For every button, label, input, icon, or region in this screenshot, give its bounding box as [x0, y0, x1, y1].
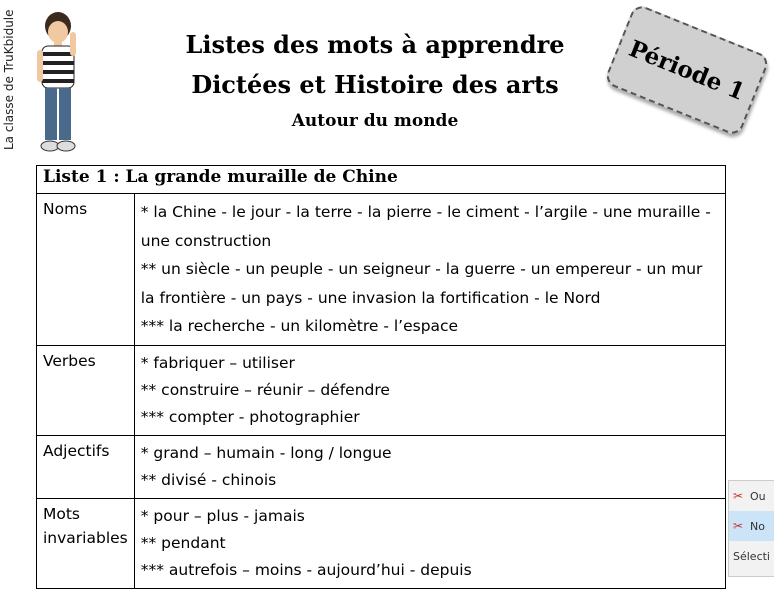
word-line: * pour – plus - jamais — [140, 506, 305, 525]
table-row — [37, 194, 726, 346]
category-label: invariables — [43, 528, 128, 547]
word-line: ** construire – réunir – défendre — [140, 380, 390, 399]
table-row — [37, 435, 726, 498]
avatar-illustration — [28, 10, 88, 155]
word-line: *** compter - photographier — [140, 407, 360, 426]
page-subtitle: Autour du monde — [291, 111, 459, 131]
page-title-line2: Dictées et Histoire des arts — [191, 70, 559, 99]
side-label: La classe de TruKbidule — [2, 9, 16, 150]
scissors-icon: ✂ — [733, 519, 744, 533]
context-menu — [728, 480, 774, 577]
word-line: *** autrefois – moins - aujourd’hui - depuis — [140, 560, 472, 579]
category-cell — [37, 194, 135, 346]
word-line: ** un siècle - un peuple - un seigneur - la guerre - un empereur - un mur — [140, 260, 703, 278]
list-heading: Liste 1 : La grande muraille de Chine — [37, 166, 726, 194]
list-heading-row — [37, 166, 726, 194]
word-line: *** la recherche - un kilomètre - l’espace — [140, 317, 459, 335]
category-label: Adjectifs — [43, 441, 110, 460]
word-line: * grand – humain - long / longue — [140, 443, 392, 462]
category-cell — [37, 498, 135, 588]
word-line: une construction — [140, 231, 272, 250]
context-menu-item[interactable] — [729, 511, 774, 541]
word-list-table — [36, 165, 726, 589]
words-cell — [134, 194, 725, 346]
page-title: Listes des mots à apprendre — [185, 30, 565, 59]
table-row — [37, 345, 726, 435]
word-line: la frontière - un pays - une invasion la fortification - le Nord — [140, 288, 601, 307]
category-cell — [37, 435, 135, 498]
context-menu-item[interactable] — [729, 541, 774, 571]
category-label: Verbes — [43, 351, 96, 370]
table-row — [37, 498, 726, 588]
period-badge-label: Période 1 — [625, 34, 749, 106]
words-cell — [134, 345, 725, 435]
category-cell — [37, 345, 135, 435]
category-label: Mots — [43, 504, 81, 523]
context-menu-item[interactable] — [729, 481, 774, 511]
words-cell — [134, 435, 725, 498]
scissors-icon: ✂ — [733, 489, 744, 503]
period-badge — [603, 3, 771, 137]
word-line: * la Chine - le jour - la terre - la pierre - le ciment - l’argile - une muraille - — [140, 203, 711, 221]
context-menu-label: No — [750, 519, 765, 533]
context-menu-label: Sélecti — [733, 549, 770, 563]
context-menu-label: Ou — [750, 489, 766, 503]
word-line: * fabriquer – utiliser — [140, 353, 295, 372]
word-line: ** divisé - chinois — [140, 470, 277, 489]
words-cell — [134, 498, 725, 588]
word-line: ** pendant — [140, 533, 226, 552]
category-label: Noms — [43, 200, 88, 218]
